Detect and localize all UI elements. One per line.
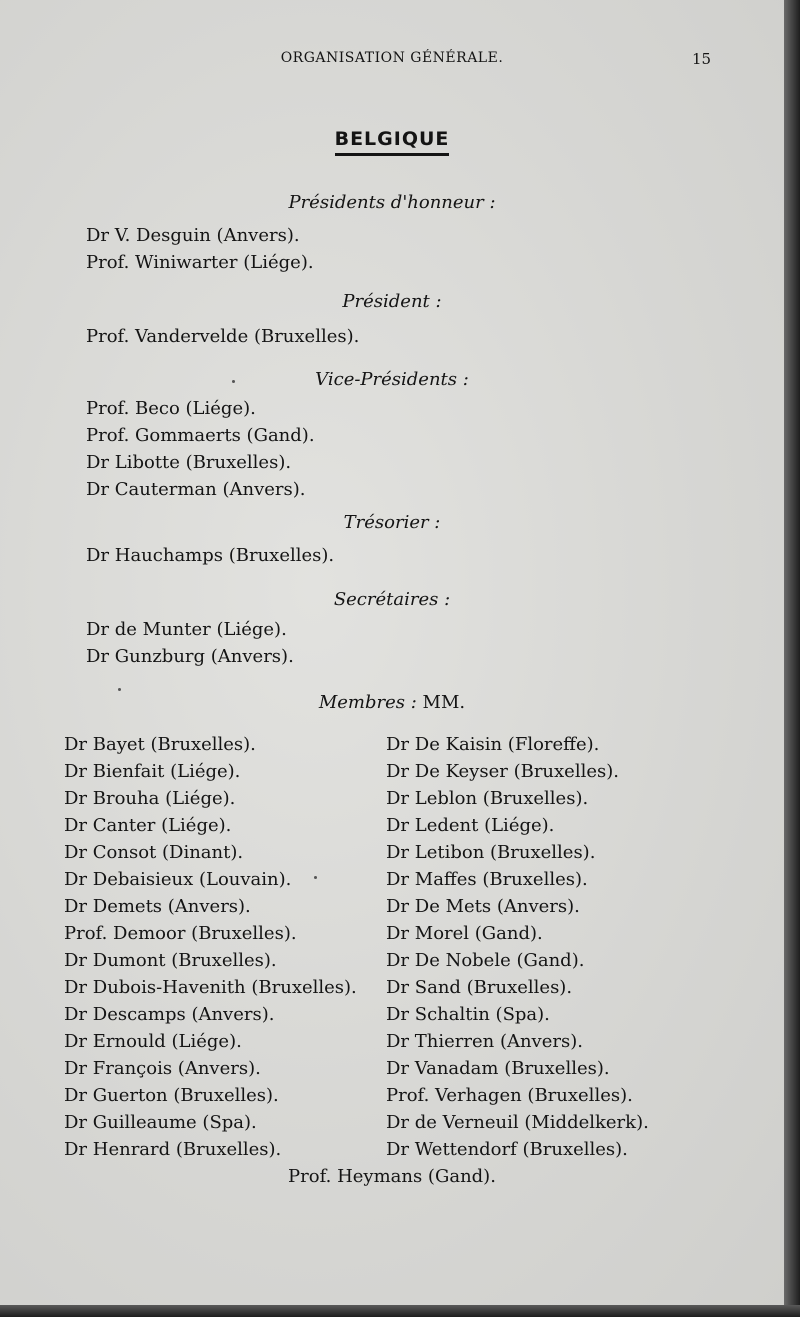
member-entry: Dr De Keyser (Bruxelles). [386,761,619,782]
member-entry: Dr Sand (Bruxelles). [386,977,573,998]
member-entry: Prof. Demoor (Bruxelles). [64,923,297,944]
vice-presidents-heading: Vice-Présidents : [315,369,469,390]
member-entry: Dr De Mets (Anvers). [386,896,580,917]
member-entry: Dr Bayet (Bruxelles). [64,734,256,755]
running-head: ORGANISATION GÉNÉRALE. [280,50,504,66]
page-edge-shadow [0,1305,800,1317]
member-entry: Dr Wettendorf (Bruxelles). [386,1139,628,1160]
member-entry: Dr Leblon (Bruxelles). [386,788,589,809]
member-entry: Dr Bienfait (Liége). [64,761,241,782]
vice-president: Prof. Beco (Liége). [86,398,256,419]
presidents-honneur-heading: Présidents d'honneur : [288,192,496,213]
page-number: 15 [692,50,712,68]
secretaire-name: Dr Gunzburg (Anvers). [86,646,294,667]
country-title: BELGIQUE [335,128,450,156]
member-entry: Dr Dubois-Havenith (Bruxelles). [64,977,357,998]
president-name: Prof. Vandervelde (Bruxelles). [86,326,360,347]
tresorier-heading: Trésorier : [343,512,441,533]
membres-label: Membres : [318,692,417,713]
member-entry: Dr De Nobele (Gand). [386,950,585,971]
secretaires-heading: Secrétaires : [333,589,451,610]
secretaire-name: Dr de Munter (Liége). [86,619,287,640]
vice-president: Dr Cauterman (Anvers). [86,479,306,500]
honorary-president: Prof. Winiwarter (Liége). [86,252,314,273]
vice-president: Prof. Gommaerts (Gand). [86,425,315,446]
member-entry: Dr Descamps (Anvers). [64,1004,275,1025]
member-entry: Dr Dumont (Bruxelles). [64,950,277,971]
tresorier-name: Dr Hauchamps (Bruxelles). [86,545,335,566]
member-entry: Dr Ernould (Liége). [64,1031,242,1052]
country-heading [0,128,784,150]
member-entry: Dr De Kaisin (Floreffe). [386,734,600,755]
last-member: Prof. Heymans (Gand). [288,1166,496,1187]
member-entry: Dr Morel (Gand). [386,923,543,944]
member-entry: Dr Consot (Dinant). [64,842,244,863]
president-heading: Président : [342,291,442,312]
ink-speck [232,380,235,383]
member-entry: Dr Henrard (Bruxelles). [64,1139,282,1160]
member-entry: Dr Letibon (Bruxelles). [386,842,596,863]
member-entry: Dr Schaltin (Spa). [386,1004,550,1025]
member-entry: Dr Guerton (Bruxelles). [64,1085,279,1106]
page-edge-shadow [784,0,800,1317]
ink-speck [314,876,317,879]
member-entry: Dr Debaisieux (Louvain). [64,869,292,890]
member-entry: Dr Demets (Anvers). [64,896,251,917]
membres-suffix: MM. [422,692,466,713]
member-entry: Dr Thierren (Anvers). [386,1031,583,1052]
member-entry: Prof. Verhagen (Bruxelles). [386,1085,633,1106]
membres-heading [0,692,784,713]
member-entry: Dr Ledent (Liége). [386,815,555,836]
member-entry: Dr François (Anvers). [64,1058,261,1079]
member-entry: Dr Maffes (Bruxelles). [386,869,588,890]
member-entry: Dr de Verneuil (Middelkerk). [386,1112,649,1133]
honorary-president: Dr V. Desguin (Anvers). [86,225,300,246]
member-entry: Dr Brouha (Liége). [64,788,236,809]
vice-president: Dr Libotte (Bruxelles). [86,452,292,473]
ink-speck [118,688,121,691]
member-entry: Dr Vanadam (Bruxelles). [386,1058,610,1079]
member-entry: Dr Guilleaume (Spa). [64,1112,257,1133]
member-entry: Dr Canter (Liége). [64,815,232,836]
